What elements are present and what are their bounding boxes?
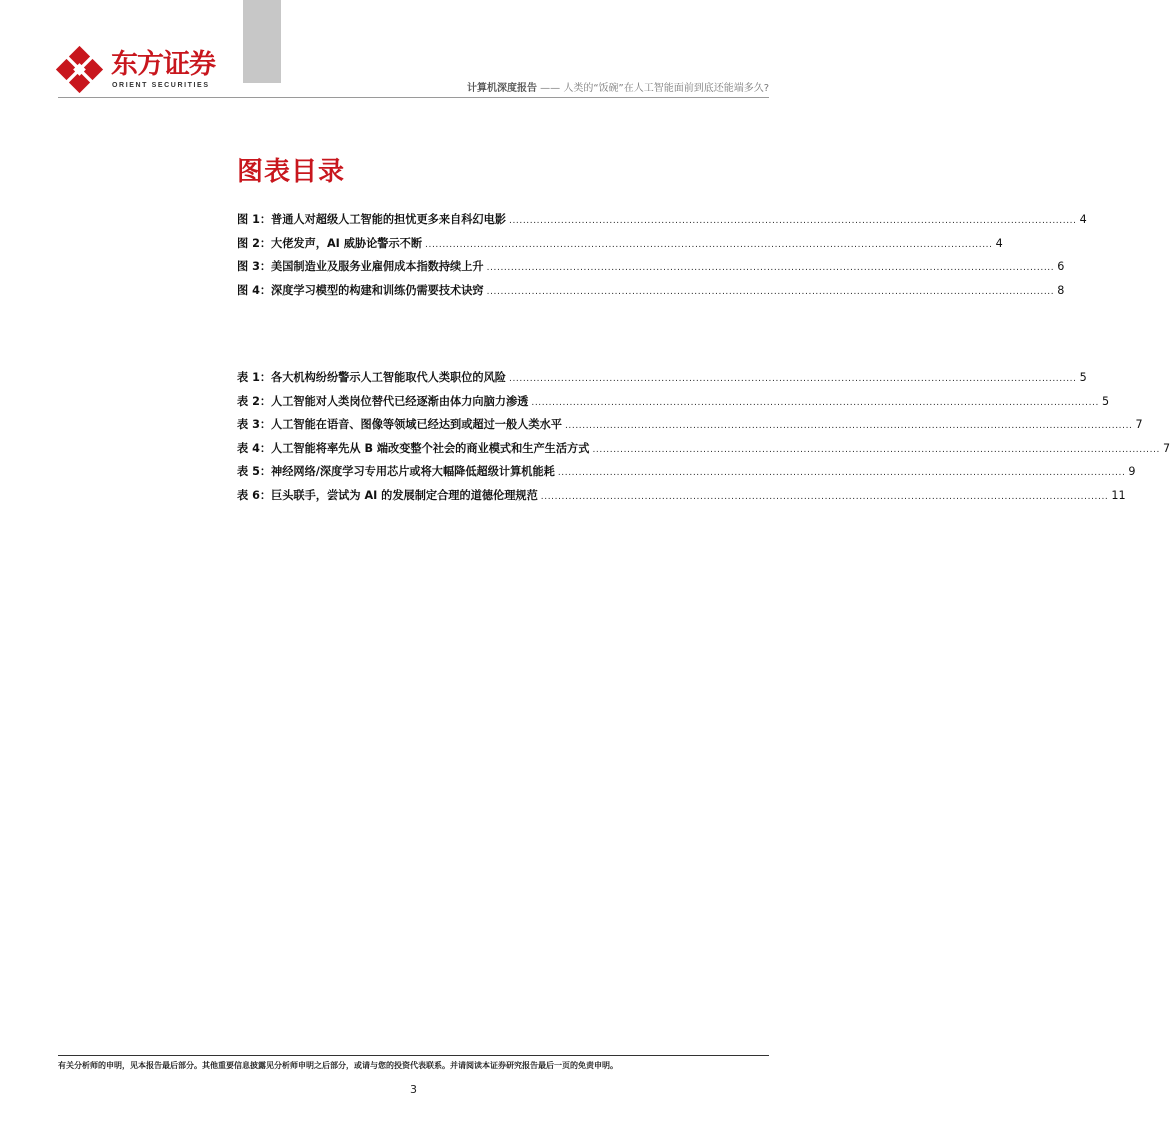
- toc-entry-label: 表 3：人工智能在语音、图像等领域已经达到或超过一般人类水平: [237, 418, 562, 431]
- toc-entry-table-5[interactable]: [237, 463, 1136, 487]
- toc-entry-table-3[interactable]: [237, 416, 1143, 440]
- page-number: 3: [410, 1083, 417, 1096]
- toc-leader-dots: ....................................................................................................................................................................: [425, 239, 993, 250]
- company-logo: [58, 48, 228, 98]
- toc-entry-table-6[interactable]: [237, 487, 1126, 511]
- toc-entry-table-4[interactable]: [237, 440, 1170, 464]
- toc-entry-page: 4: [1079, 213, 1087, 226]
- report-header-title: [467, 82, 769, 95]
- logo-chinese-name: 东方证券: [111, 49, 215, 80]
- toc-entry-figure-1[interactable]: [237, 211, 1087, 235]
- report-type: 计算机深度报告: [466, 83, 537, 94]
- toc-entry-label: 图 4：深度学习模型的构建和训练仍需要技术诀窍: [237, 283, 484, 297]
- toc-entry-figure-2[interactable]: [237, 235, 1003, 259]
- toc-leader-dots: ....................................................................................................................................................................: [486, 263, 1055, 273]
- toc-leader-dots: ....................................................................................................................................................................: [540, 491, 1109, 502]
- toc-leader-dots: ....................................................................................................................................................................: [531, 397, 1099, 408]
- footer-disclaimer: 有关分析师的申明，见本报告最后部分。其他重要信息披露见分析师申明之后部分，或请与您的投资代表联系。并请阅读本证券研究报告最后一页的免责申明。: [58, 1061, 618, 1070]
- report-title: 人类的“饭碗”在人工智能面前到底还能端多久?: [563, 83, 769, 94]
- toc-entry-label: 表 4：人工智能将率先从 B 端改变整个社会的商业模式和生产生活方式: [237, 441, 590, 455]
- logo-english-name: ORIENT SECURITIES: [112, 82, 210, 89]
- toc-entry-page: 5: [1101, 394, 1110, 408]
- toc-leader-dots: ....................................................................................................................................................................: [509, 374, 1077, 384]
- header-separator: ——: [540, 83, 561, 94]
- toc-entry-label: 图 1：普通人对超级人工智能的担忧更多来自科幻电影: [237, 213, 506, 226]
- header-divider: [58, 97, 769, 98]
- toc-leader-dots: ....................................................................................................................................................................: [592, 444, 1161, 455]
- toc-heading: 图表目录: [237, 157, 346, 187]
- header-gray-block: [243, 0, 281, 83]
- toc-entry-page: 7: [1135, 418, 1143, 431]
- toc-entry-page: 7: [1163, 441, 1170, 455]
- toc-entry-figure-3[interactable]: [237, 258, 1065, 282]
- toc-entry-figure-4[interactable]: [237, 282, 1065, 306]
- toc-entry-table-2[interactable]: [237, 393, 1110, 417]
- toc-leader-dots: ....................................................................................................................................................................: [509, 216, 1077, 226]
- toc-entry-label: 表 1：各大机构纷纷警示人工智能取代人类职位的风险: [237, 371, 506, 384]
- toc-entry-label: 表 2：人工智能对人类岗位替代已经逐渐由体力向脑力渗透: [237, 394, 529, 408]
- toc-entry-label: 表 6：巨头联手，尝试为 AI 的发展制定合理的道德伦理规范: [237, 488, 538, 502]
- table-list: [237, 369, 1170, 510]
- toc-entry-page: 5: [1079, 371, 1087, 384]
- toc-entry-table-1[interactable]: [237, 369, 1087, 393]
- toc-entry-page: 4: [995, 236, 1003, 250]
- toc-entry-label: 图 2：大佬发声，AI 威胁论警示不断: [237, 236, 423, 250]
- toc-leader-dots: ....................................................................................................................................................................: [486, 286, 1055, 297]
- company-logo-icon: [58, 48, 104, 94]
- toc-entry-label: 图 3：美国制造业及服务业雇佣成本指数持续上升: [237, 260, 484, 273]
- footer-divider: [58, 1055, 769, 1056]
- toc-entry-page: 9: [1128, 465, 1136, 478]
- toc-leader-dots: ....................................................................................................................................................................: [564, 421, 1133, 431]
- toc-leader-dots: ....................................................................................................................................................................: [557, 468, 1126, 478]
- toc-entry-page: 11: [1111, 488, 1126, 502]
- toc-entry-page: 6: [1057, 260, 1065, 273]
- toc-entry-page: 8: [1057, 283, 1065, 297]
- toc-entry-label: 表 5：神经网络/深度学习专用芯片或将大幅降低超级计算机能耗: [237, 465, 555, 478]
- figure-list: [237, 211, 1087, 305]
